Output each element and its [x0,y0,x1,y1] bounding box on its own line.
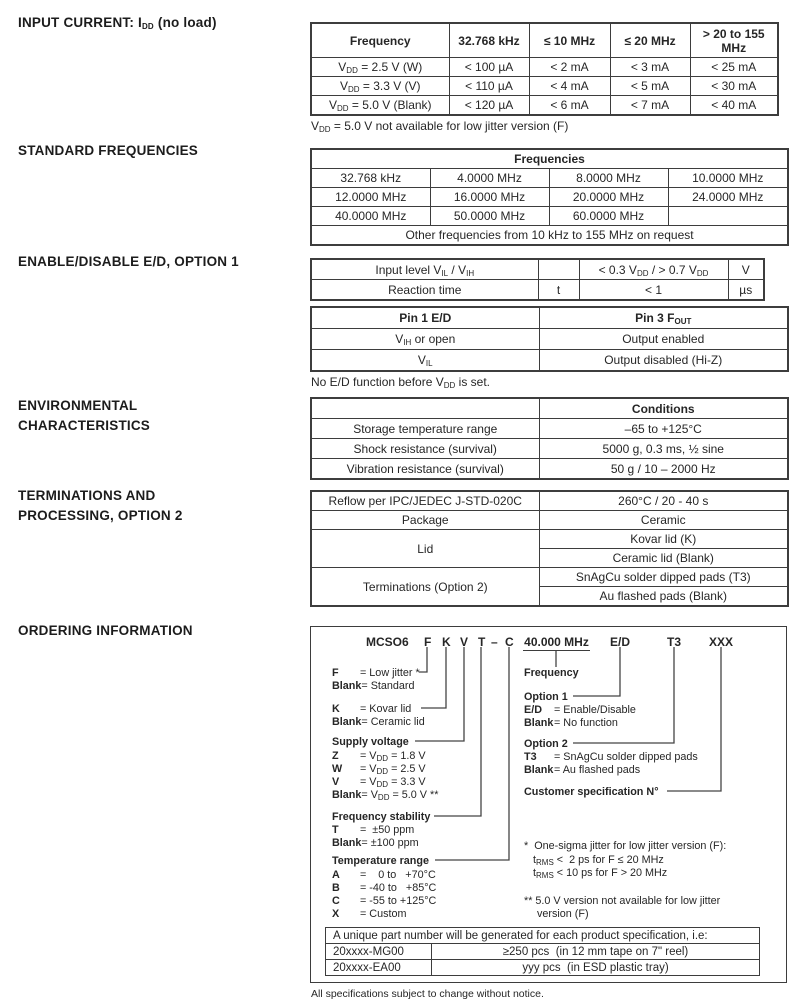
frequency-cell: 8.0000 MHz [549,169,668,188]
section-heading-environmental: ENVIRONMENTAL CHARACTERISTICS [18,398,151,433]
legend-supply-blank [332,789,438,801]
legend-value: = SnAgCu solder dipped pads [554,751,698,763]
value-cell: < 100 µA [449,58,529,77]
table-row [311,439,788,459]
legend-key: Blank [332,680,362,692]
pin-function-table [310,306,789,372]
footnote-jitter-line1: * One-sigma jitter for low jitter version (F): [524,840,727,852]
frequency-cell: 40.0000 MHz [311,207,430,226]
legend-lid-k [332,703,411,715]
part-token-jitter: F [424,635,432,649]
legend-value: = 0 to +70°C [360,869,436,881]
packing-mg00: ≥250 pcs (in 12 mm tape on 7" reel) [432,944,760,960]
legend-jitter-blank [332,680,415,692]
value-cell: < 30 mA [690,77,778,96]
legend-key: K [332,703,340,715]
legend-key: Blank [332,837,362,849]
legend-title-supply-voltage: Supply voltage [332,736,409,748]
footer-disclaimer: All specifications subject to change without notice. [311,988,544,1000]
frequency-cell [668,207,788,226]
part-token-option2: T3 [667,635,682,649]
legend-temp-c [332,895,436,907]
footnote-jitter-line2: $t_{RMS} < 2$ ps for F ≤ 20 MHz [533,854,664,867]
section-heading-enable-disable: ENABLE/DISABLE E/D, OPTION 1 [18,254,239,269]
legend-supply-z [332,750,426,762]
symbol-cell: t [538,280,579,301]
frequency-cell: 60.0000 MHz [549,207,668,226]
value-cell: < 5 mA [610,77,690,96]
enable-disable-note: No E/D function before $V_{DD}$ is set. [311,375,490,390]
legend-value: = $V_{DD} = 2.5$ V [360,763,426,776]
package-value: Ceramic [539,511,788,530]
legend-value: = Kovar lid [360,703,412,715]
pin1-header: Pin 1 E/D [311,307,539,329]
legend-key: Blank [332,716,362,728]
vibration-label: Vibration resistance (survival) [311,459,539,480]
table-row [311,329,788,350]
section-heading-ordering: ORDERING INFORMATION [18,623,193,638]
storage-temp-label: Storage temperature range [311,419,539,439]
legend-value: = Au flashed pads [554,764,641,776]
table-row [311,58,778,77]
section-heading-standard-frequencies: STANDARD FREQUENCIES [18,143,199,158]
legend-title-temperature-range: Temperature range [332,855,430,867]
legend-stability-t [332,824,414,836]
legend-option1-ed [524,704,636,716]
table-row [311,511,788,530]
table-footer-row [311,226,788,246]
legend-key: Z [332,750,339,762]
reflow-label: Reflow per IPC/JEDEC J-STD-020C [311,491,539,511]
table-row [311,169,788,188]
table-row [311,96,778,116]
frequency-cell: 50.0000 MHz [430,207,549,226]
legend-value: = Custom [360,908,407,920]
table-header-row [311,307,788,329]
col-header-frequency: Frequency [311,23,449,58]
table-row [311,207,788,226]
table-row [326,960,760,976]
value-cell: < 7 mA [610,96,690,116]
legend-option2-blank [524,764,640,776]
value-cell: < 120 µA [449,96,529,116]
frequency-cell: 16.0000 MHz [430,188,549,207]
col-header-32khz: 32.768 kHz [449,23,529,58]
table-row [311,188,788,207]
package-label: Package [311,511,539,530]
environmental-table [310,397,789,480]
legend-key: X [332,908,340,920]
ordering-diagram [310,626,787,983]
value-cell: < 2 mA [529,58,610,77]
section-heading-terminations: TERMINATIONS AND PROCESSING, OPTION 2 [18,488,183,523]
frequency-cell: 32.768 kHz [311,169,430,188]
table-header-row [311,23,778,58]
part-token-voltage: V [460,635,469,649]
part-token-lid: K [442,635,451,649]
vibration-value: 50 g / 10 – 2000 Hz [539,459,788,480]
legend-temp-x [332,908,407,920]
table-header-row [311,149,788,169]
legend-title-customer-spec: Customer specification N° [524,786,659,798]
table-header-row [311,398,788,419]
lid-option-ceramic: Ceramic lid (Blank) [539,549,788,568]
part-number-note: A unique part number will be generated for each product specification, i.e: [326,928,760,944]
legend-key: Blank [332,789,362,801]
legend-key: B [332,882,340,894]
part-number-table [325,927,760,976]
value-cell: < 3 mA [610,58,690,77]
section-heading-input-current: INPUT CURRENT: $I_{DD}$ (no load) [18,15,217,31]
row-label-vdd-3v3: $V_{DD} = 3.3$ V (V) [311,77,449,96]
legend-key: C [332,895,340,907]
legend-key: T [332,824,339,836]
footnote-5v-line2: version (F) [537,908,589,920]
enable-disable-levels-table [310,258,765,301]
symbol-cell [538,259,579,280]
reflow-value: 260°C / 20 - 40 s [539,491,788,511]
lid-option-kovar: Kovar lid (K) [539,530,788,549]
frequencies-header: Frequencies [311,149,788,169]
unit-cell: V [728,259,764,280]
table-row [311,530,788,549]
legend-value: = ±50 ppm [360,824,415,836]
shock-value: 5000 g, 0.3 ms, ½ sine [539,439,788,459]
conditions-header: Conditions [539,398,788,419]
legend-key: A [332,869,340,881]
legend-key: Blank [524,764,554,776]
packing-ea00: yyy pcs (in ESD plastic tray) [432,960,760,976]
frequencies-footer: Other frequencies from 10 kHz to 155 MHz on request [311,226,788,246]
table-row [311,350,788,372]
legend-key: Blank [524,717,554,729]
legend-value: = Ceramic lid [361,716,425,728]
legend-value: = Low jitter * [360,667,420,679]
vil-cell: $V_{IL}$ [311,350,539,372]
terminations-label: Terminations (Option 2) [311,568,539,607]
vih-cell: $V_{IH}$ or open [311,329,539,350]
value-cell: < 40 mA [690,96,778,116]
legend-value: = $V_{DD} = 5.0$ V ** [361,789,439,802]
output-enabled-cell: Output enabled [539,329,788,350]
legend-value: = ±100 ppm [361,837,419,849]
table-row [326,944,760,960]
table-row [311,459,788,480]
value-cell: < 0.3 $V_{DD}$ / > 0.7 $V_{DD}$ [579,259,728,280]
empty-header-cell [311,398,539,419]
part-token-stability: T [478,635,486,649]
legend-stability-blank [332,837,419,849]
input-current-table [310,22,779,116]
table-row [311,491,788,511]
output-disabled-cell: Output disabled (Hi-Z) [539,350,788,372]
legend-title-option2: Option 2 [524,738,568,750]
unit-cell: µs [728,280,764,301]
part-token-option1: E/D [610,635,631,649]
legend-jitter-f [332,667,420,679]
legend-temp-b [332,882,436,894]
legend-supply-w [332,763,426,775]
part-number-mg00: 20xxxx-MG00 [326,944,432,960]
legend-key: W [332,763,343,775]
term-option-snagcu: SnAgCu solder dipped pads (T3) [539,568,788,587]
legend-title-option1: Option 1 [524,691,568,703]
legend-value: = Standard [361,680,415,692]
input-current-note: $V_{DD} = 5.0$ V not available for low jitter version (F) [311,119,569,134]
legend-temp-a [332,869,436,881]
legend-key: F [332,667,339,679]
term-option-au: Au flashed pads (Blank) [539,587,788,607]
legend-title-frequency-stability: Frequency stability [332,811,431,823]
col-header-20mhz: ≤ 20 MHz [610,23,690,58]
footnote-jitter-line3: $t_{RMS} < 10$ ps for F > 20 MHz [533,867,668,880]
part-token-dash: – [491,635,498,649]
part-token-temp: C [505,635,514,649]
legend-value: = Enable/Disable [554,704,636,716]
legend-supply-v [332,776,426,788]
shock-label: Shock resistance (survival) [311,439,539,459]
legend-key: E/D [524,704,542,716]
value-cell: < 25 mA [690,58,778,77]
value-cell: < 4 mA [529,77,610,96]
table-row [311,77,778,96]
lid-label: Lid [311,530,539,568]
table-row [311,280,764,301]
legend-key: T3 [524,751,537,763]
legend-value: = -40 to +85°C [360,882,437,894]
value-cell: < 6 mA [529,96,610,116]
value-cell: < 1 [579,280,728,301]
legend-lid-blank [332,716,425,728]
col-header-155mhz: > 20 to 155 MHz [690,23,778,58]
part-number-ea00: 20xxxx-EA00 [326,960,432,976]
standard-frequencies-table [310,148,789,246]
part-token-series: MCSO6 [366,635,409,649]
frequency-cell: 24.0000 MHz [668,188,788,207]
col-header-10mhz: ≤ 10 MHz [529,23,610,58]
legend-value: = $V_{DD} = 3.3$ V [360,776,426,789]
legend-value: = No function [554,717,618,729]
legend-option2-t3 [524,751,698,763]
table-header-row [326,928,760,944]
part-token-customer: XXX [709,635,734,649]
legend-value: = $V_{DD} = 1.8$ V [360,750,426,763]
legend-title-frequency: Frequency [524,667,579,679]
legend-key: V [332,776,340,788]
row-label-vdd-5v0: $V_{DD} = 5.0$ V (Blank) [311,96,449,116]
table-row [311,259,764,280]
frequency-cell: 20.0000 MHz [549,188,668,207]
input-level-label: Input level $V_{IL} / V_{IH}$ [311,259,538,280]
table-row [311,419,788,439]
frequency-cell: 12.0000 MHz [311,188,430,207]
legend-option1-blank [524,717,618,729]
table-row [311,568,788,587]
terminations-table [310,490,789,607]
row-label-vdd-2v5: $V_{DD} = 2.5$ V (W) [311,58,449,77]
value-cell: < 110 µA [449,77,529,96]
frequency-cell: 4.0000 MHz [430,169,549,188]
footnote-5v-line1: ** 5.0 V version not available for low jitter [524,895,721,907]
storage-temp-value: –65 to +125°C [539,419,788,439]
legend-value: = -55 to +125°C [360,895,437,907]
reaction-time-label: Reaction time [311,280,538,301]
frequency-cell: 10.0000 MHz [668,169,788,188]
part-token-frequency: 40.000 MHz [524,635,589,649]
pin3-header: Pin 3 $F_{OUT}$ [539,307,788,329]
